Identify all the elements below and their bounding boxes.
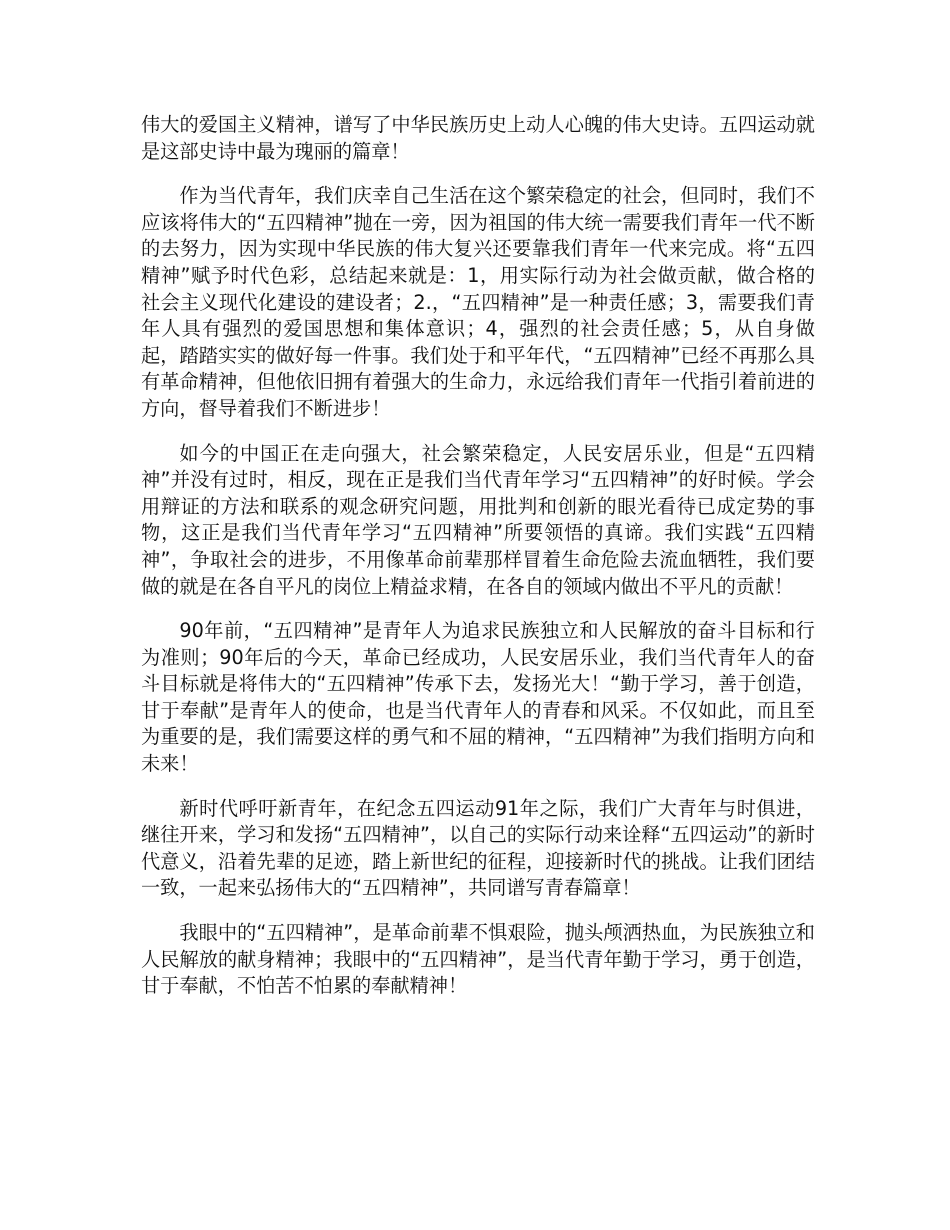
paragraph-continuation: 伟大的爱国主义精神，谱写了中华民族历史上动人心魄的伟大史诗。五四运动就是这部史诗中最为瑰丽的篇章！: [141, 113, 815, 163]
paragraph-youth-responsibility: 作为当代青年，我们庆幸自己生活在这个繁荣稳定的社会，但同时，我们不应该将伟大的“五四精神”抛在一旁，因为祖国的伟大统一需要我们青年一代不断的去努力，因为实现中华民族的伟大复兴还要靠我们青年一代来完成。将“五四精神”赋予时代色彩，总结起来就是：1，用实际行动为社会做贡献，做合格的社会主义现代化建设的建设者；2.，“五四精神”是一种责任感；3，需要我们青年人具有强烈的爱国思想和集体意识；4，强烈的社会责任感；5，从自身做起，踏踏实实的做好每一件事。我们处于和平年代，“五四精神”已经不再那么具有革命精神，但他依旧拥有着强大的生命力，永远给我们青年一代指引着前进的方向，督导着我们不断进步！: [141, 184, 815, 420]
paragraph-new-era: 新时代呼吁新青年，在纪念五四运动91年之际，我们广大青年与时俱进，继往开来，学习和发扬“五四精神”，以自己的实际行动来诠释“五四运动”的新时代意义，沿着先辈的足迹，踏上新世纪的征程，迎接新时代的挑战。让我们团结一致，一起来弘扬伟大的“五四精神”，共同谱写青春篇章！: [141, 796, 815, 900]
paragraph-my-view: 我眼中的“五四精神”，是革命前辈不惧艰险，抛头颅洒热血，为民族独立和人民解放的献身精神；我眼中的“五四精神”，是当代青年勤于学习，勇于创造，甘于奉献，不怕苦不怕累的奉献精神！: [141, 921, 815, 998]
paragraph-china-today: 如今的中国正在走向强大，社会繁荣稳定，人民安居乐业，但是“五四精神”并没有过时，相反，现在正是我们当代青年学习“五四精神”的好时候。学会用辩证的方法和联系的观念研究问题，用批判和创新的眼光看待已成定势的事物，这正是我们当代青年学习“五四精神”所要领悟的真谛。我们实践“五四精神”，争取社会的进步，不用像革命前辈那样冒着生命危险去流血牺牲，我们要做的就是在各自平凡的岗位上精益求精，在各自的领域内做出不平凡的贡献！: [141, 441, 815, 598]
paragraph-90-years: 90年前，“五四精神”是青年人为追求民族独立和人民解放的奋斗目标和行为准则；90年后的今天，革命已经成功，人民安居乐业，我们当代青年人的奋斗目标就是将伟大的“五四精神”传承下去，发扬光大！“勤于学习，善于创造，甘于奉献”是青年人的使命，也是当代青年人的青春和风采。不仅如此，而且至为重要的是，我们需要这样的勇气和不屈的精神，“五四精神”为我们指明方向和未来！: [141, 619, 815, 776]
document-page: [141, 112, 815, 1018]
